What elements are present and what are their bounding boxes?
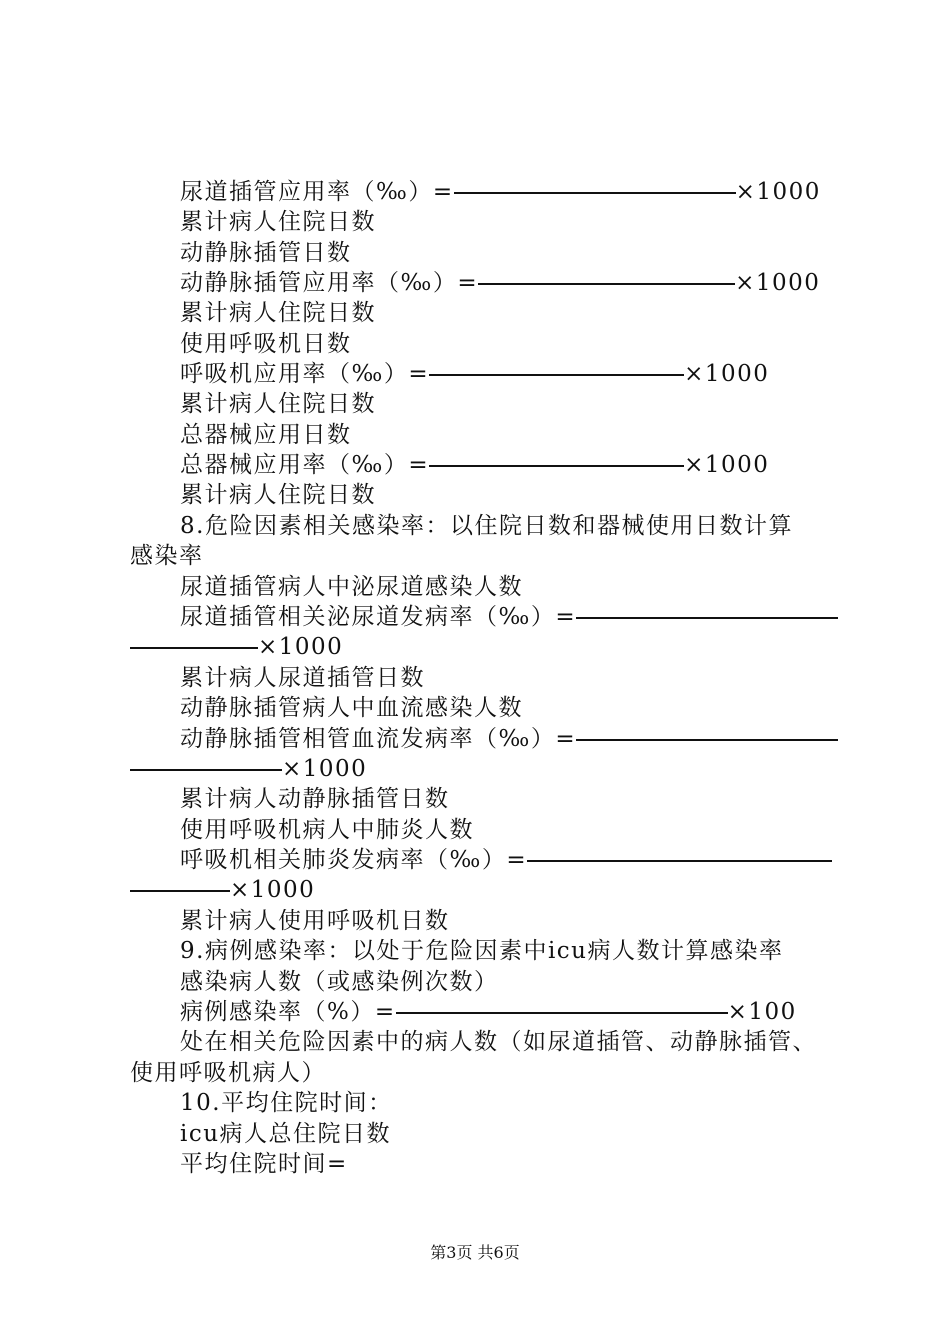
multiplier: ×1000 (735, 270, 821, 296)
formula-label: 尿道插管相关泌尿道发病率（‰）= (180, 604, 577, 630)
formula-line (180, 997, 797, 1027)
formula-line (180, 724, 838, 754)
formula-line-cont (130, 632, 343, 662)
multiplier: ×1000 (258, 634, 344, 660)
fraction-rule (454, 192, 736, 194)
fraction-rule (130, 890, 230, 892)
page-footer: 第3页 共6页 (430, 1243, 520, 1262)
section-heading-8: 8.危险因素相关感染率：以住院日数和器械使用日数计算 (180, 513, 793, 539)
multiplier: ×1000 (230, 877, 316, 903)
numerator-text: 动静脉插管日数 (180, 240, 352, 266)
formula-line (180, 359, 769, 389)
formula-line-cont (130, 875, 315, 905)
multiplier: ×1000 (684, 361, 770, 387)
denominator-text: 累计病人住院日数 (180, 300, 376, 326)
fraction-rule (576, 617, 838, 619)
denominator-text: 累计病人住院日数 (180, 482, 376, 508)
formula-line (180, 845, 832, 875)
fraction-rule (576, 739, 838, 741)
numerator-text: 总器械应用日数 (180, 422, 352, 448)
formula-label: 总器械应用率（‰）= (180, 452, 430, 478)
formula-label: 动静脉插管应用率（‰）= (180, 270, 479, 296)
denominator-text: 累计病人住院日数 (180, 391, 376, 417)
denominator-text: 累计病人尿道插管日数 (180, 665, 425, 691)
section-heading-10: 10.平均住院时间： (180, 1090, 393, 1116)
numerator-text: 尿道插管病人中泌尿道感染人数 (180, 574, 523, 600)
denominator-text: 处在相关危险因素中的病人数（如尿道插管、动静脉插管、 (180, 1029, 817, 1055)
numerator-text: 使用呼吸机病人中肺炎人数 (180, 817, 474, 843)
formula-label: 病例感染率（%）= (180, 999, 396, 1025)
multiplier: ×1000 (684, 452, 770, 478)
denominator-text: 累计病人使用呼吸机日数 (180, 908, 450, 934)
fraction-rule (130, 769, 282, 771)
fraction-rule (429, 374, 684, 376)
formula-label: 动静脉插管相管血流发病率（‰）= (180, 726, 577, 752)
multiplier: ×1000 (282, 756, 368, 782)
denominator-text: 累计病人住院日数 (180, 209, 376, 235)
formula-line (180, 602, 838, 632)
multiplier: ×1000 (735, 179, 821, 205)
fraction-rule (478, 283, 735, 285)
fraction-rule (396, 1012, 728, 1014)
formula-line (180, 450, 769, 480)
denominator-text: 累计病人动静脉插管日数 (180, 786, 450, 812)
formula-label: 呼吸机应用率（‰）= (180, 361, 430, 387)
numerator-text: icu病人总住院日数 (180, 1121, 392, 1147)
denominator-text-cont: 使用呼吸机病人） (130, 1060, 326, 1086)
formula-line (180, 177, 821, 207)
formula-line-cont (130, 754, 367, 784)
formula-line (180, 268, 820, 298)
formula-label: 尿道插管应用率（‰）= (180, 179, 454, 205)
numerator-text: 感染病人数（或感染例次数） (180, 969, 499, 995)
fraction-rule (130, 647, 258, 649)
numerator-text: 动静脉插管病人中血流感染人数 (180, 695, 523, 721)
multiplier: ×100 (727, 999, 797, 1025)
numerator-text: 使用呼吸机日数 (180, 331, 352, 357)
section-heading-9: 9.病例感染率：以处于危险因素中icu病人数计算感染率 (180, 938, 784, 964)
formula-label: 平均住院时间= (180, 1151, 348, 1177)
fraction-rule (527, 860, 832, 862)
fraction-rule (429, 465, 684, 467)
formula-label: 呼吸机相关肺炎发病率（‰）= (180, 847, 528, 873)
section-heading-8-cont: 感染率 (130, 543, 204, 569)
